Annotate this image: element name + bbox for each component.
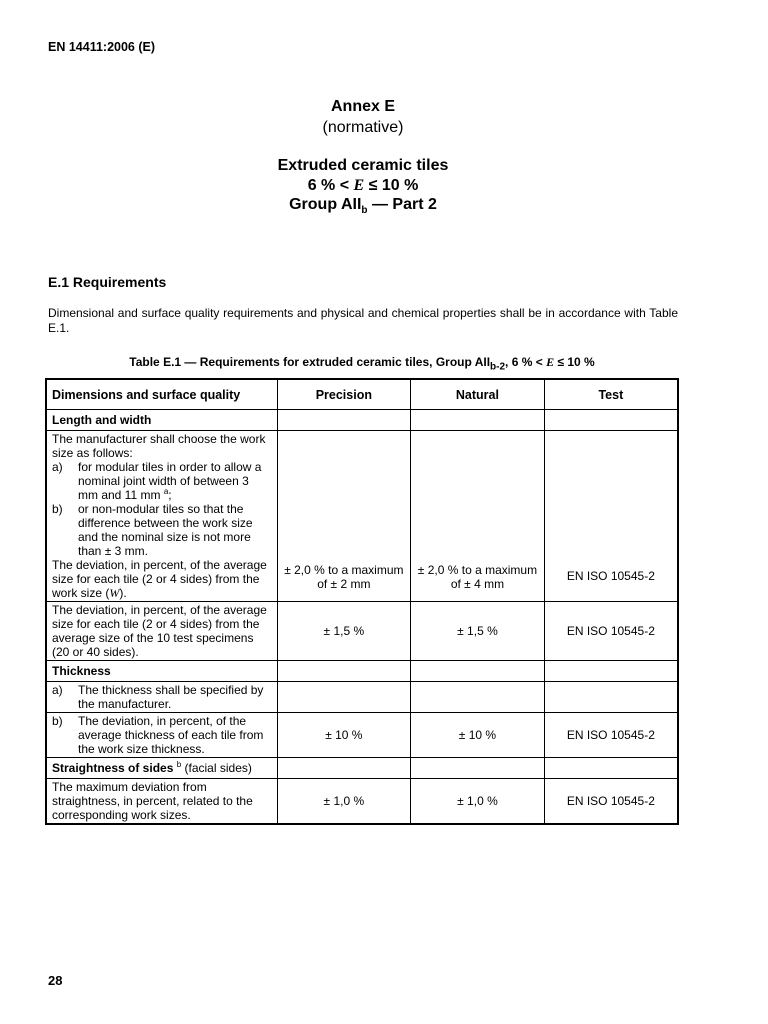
- straightness-natural: ± 1,0 %: [411, 779, 545, 825]
- header-dimensions: Dimensions and surface quality: [46, 379, 277, 410]
- work-size-intro: The manufacturer shall choose the work size as follows:: [52, 432, 266, 460]
- table-row: [46, 410, 678, 431]
- table-row: [46, 602, 678, 661]
- average-test: EN ISO 10545-2: [544, 602, 678, 661]
- list-item: a) for modular tiles in order to allow a nominal joint width of between 3 mm and 11 mm $^a$;: [52, 460, 262, 502]
- requirements-table: [45, 378, 679, 825]
- group-thickness: Thickness: [46, 661, 277, 682]
- thickness-natural: ± 10 %: [411, 713, 545, 758]
- table-row: [46, 779, 678, 825]
- annex-type: (normative): [322, 119, 404, 136]
- table-caption: Table E.1 — Requirements for extruded ceramic tiles, Group $AII_{b-2}$, 6 % < E ≤ 10 %: [129, 355, 595, 373]
- average-precision: ± 1,5 %: [277, 602, 411, 661]
- table-row: [46, 758, 678, 779]
- straightness-text: The maximum deviation from straightness, in percent, related to the corresponding work sizes.: [46, 779, 277, 825]
- table-row: [46, 682, 678, 713]
- group-length-width: Length and width: [46, 410, 277, 431]
- table-row: [46, 661, 678, 682]
- list-item: b) or non-modular tiles so that the difference between the work size and the nominal size is not more than ± 3 mm.: [52, 502, 253, 558]
- annex-title: Annex E: [330, 98, 395, 115]
- deviation-precision: ± 2,0 % to a maximum of ± 2 mm: [277, 431, 411, 602]
- average-size-text: The deviation, in percent, of the average size for each tile (2 or 4 sides) from the average size of the 10 test specimens (20 or 40 sides).: [46, 602, 277, 661]
- table-header-row: [46, 379, 678, 410]
- header-precision: Precision: [277, 379, 411, 410]
- table-row: [46, 431, 678, 602]
- deviation-work-size-text: The deviation, in percent, of the average size for each tile (2 or 4 sides) from the work size (W).: [52, 558, 267, 600]
- header-test: Test: [544, 379, 678, 410]
- subject-line-1: Extruded ceramic tiles: [277, 157, 449, 174]
- subject-line-3: Group $AII_b$ — Part 2: [289, 196, 437, 217]
- length-width-requirements: [46, 431, 277, 602]
- subject-line-2: 6 % < E ≤ 10 %: [307, 176, 419, 194]
- thickness-precision: ± 10 %: [277, 713, 411, 758]
- document-id: EN 14411:2006 (E): [48, 40, 156, 54]
- deviation-natural: ± 2,0 % to a maximum of ± 4 mm: [411, 431, 545, 602]
- page-number: 28: [48, 973, 63, 988]
- average-natural: ± 1,5 %: [411, 602, 545, 661]
- thickness-specified: a) The thickness shall be specified by the manufacturer.: [46, 682, 277, 713]
- straightness-precision: ± 1,0 %: [277, 779, 411, 825]
- thickness-test: EN ISO 10545-2: [544, 713, 678, 758]
- deviation-test: EN ISO 10545-2: [544, 431, 678, 602]
- thickness-deviation: b) The deviation, in percent, of the average thickness of each tile from the work size thickness.: [46, 713, 277, 758]
- header-natural: Natural: [411, 379, 545, 410]
- section-paragraph: Dimensional and surface quality requirements and physical and chemical properties shall be in accordance with Table E.1.: [48, 306, 678, 335]
- straightness-test: EN ISO 10545-2: [544, 779, 678, 825]
- group-straightness: Straightness of sides $^b$ (facial sides): [46, 758, 277, 779]
- annex-subject: [0, 156, 726, 215]
- table-row: [46, 713, 678, 758]
- section-heading: E.1 Requirements: [48, 274, 167, 290]
